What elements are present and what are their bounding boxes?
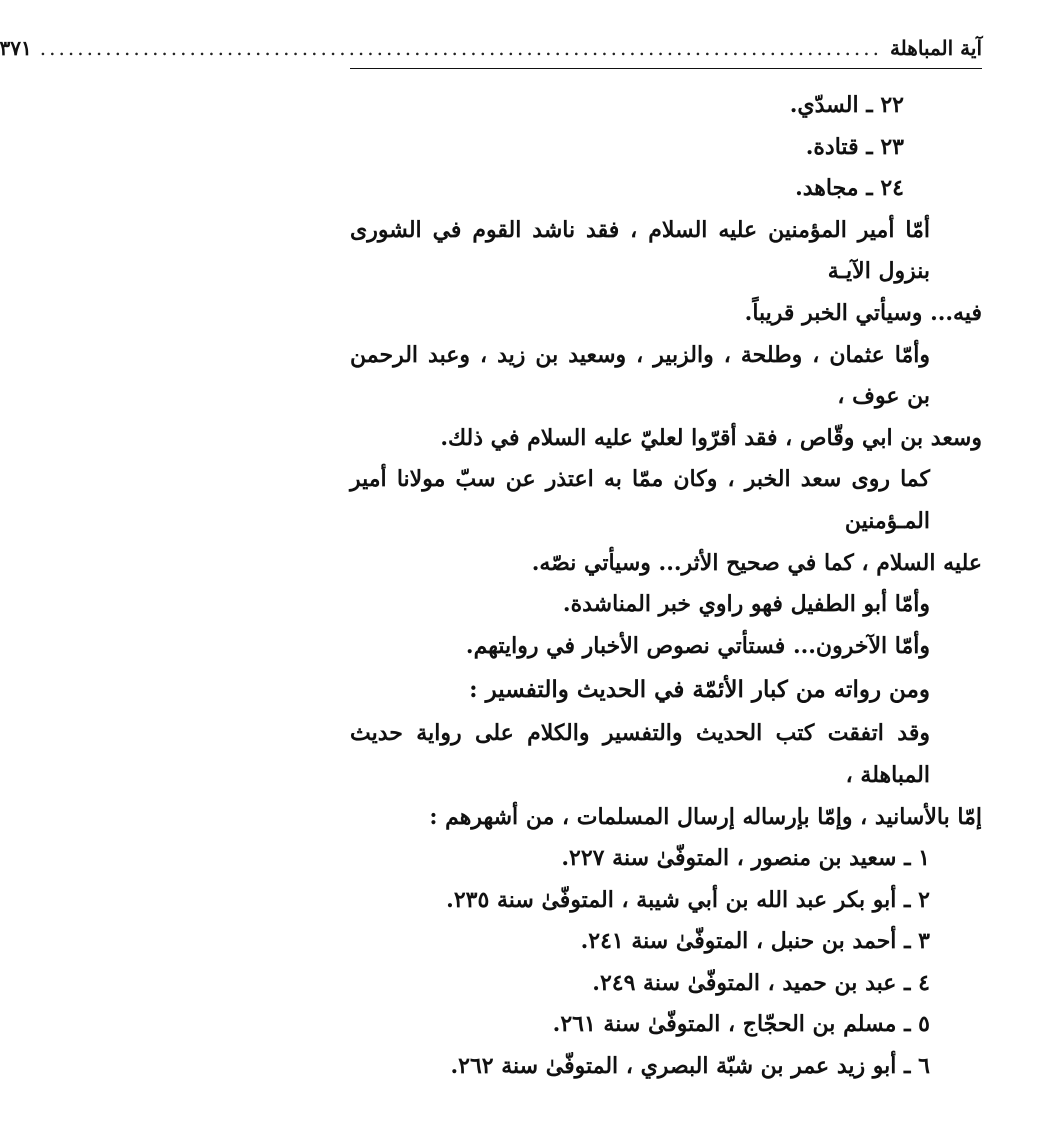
paragraph-companions-line2: وسعد بن ابي وقّاص ، فقد أقرّوا لعليّ عليه السلام في ذلك. (440, 424, 982, 451)
narrator-item-6: ٦ ـ أبو زيد عمر بن شبّة البصري ، المتوفّىٰ سنة ٢٦٢. (450, 1053, 930, 1080)
paragraph-abu-tufail: وأمّا أبو الطفيل فهو راوي خبر المناشدة. (562, 591, 930, 618)
paragraph-saad-line1: كما روى سعد الخبر ، وكان ممّا به اعتذر عن سبّ مولانا أمير المـؤمنين (350, 466, 930, 534)
narrator-item-5: ٥ ـ مسلم بن الحجّاج ، المتوفّىٰ سنة ٢٦١. (552, 1011, 930, 1038)
list-item-23: ٢٣ ـ قتادة. (805, 133, 904, 160)
paragraph-sources-line1: وقد اتفقت كتب الحديث والتفسير والكلام على رواية حديث المباهلة ، (350, 720, 930, 788)
header-leader-dots: .......................................................................................... (39, 36, 882, 60)
paragraph-companions-line1: وأمّا عثمان ، وطلحة ، والزبير ، وسعيد بن زيد ، وعبد الرحمن بن عوف ، (350, 341, 930, 410)
paragraph-ali-line2: فيه... وسيأتي الخبر قريباً. (744, 299, 982, 326)
paragraph-sources-line2: إمّا بالأسانيد ، وإمّا بإرساله إرسال المسلمات ، من أشهرهم : (429, 803, 982, 830)
paragraph-ali-line1: أمّا أمير المؤمنين عليه السلام ، فقد ناشد القوم في الشورى بنزول الآيـة (350, 216, 930, 285)
book-page (0, 28, 982, 1108)
running-header (0, 28, 982, 69)
narrator-item-2: ٢ ـ أبو بكر عبد الله بن أبي شيبة ، المتوفّىٰ سنة ٢٣٥. (446, 886, 930, 913)
paragraph-others: وأمّا الآخرون... فستأتي نصوص الأخبار في روايتهم. (465, 632, 930, 659)
paragraph-saad-line2: عليه السلام ، كما في صحيح الأثر... وسيأتي نصّه. (531, 549, 982, 576)
narrator-item-4: ٤ ـ عبد بن حميد ، المتوفّىٰ سنة ٢٤٩. (592, 969, 930, 996)
narrator-item-3: ٣ ـ أحمد بن حنبل ، المتوفّىٰ سنة ٢٤١. (580, 928, 930, 955)
header-title: آية المباهلة (889, 36, 982, 60)
section-heading: ومن رواته من كبار الأئمّة في الحديث والتفسير : (469, 676, 930, 704)
narrator-item-1: ١ ـ سعيد بن منصور ، المتوفّىٰ سنة ٢٢٧. (561, 845, 930, 872)
list-item-22: ٢٢ ـ السدّي. (789, 92, 904, 118)
page-body (350, 85, 982, 1088)
page-number: ٣٧١ (0, 36, 32, 60)
list-item-24: ٢٤ ـ مجاهد. (795, 175, 904, 202)
